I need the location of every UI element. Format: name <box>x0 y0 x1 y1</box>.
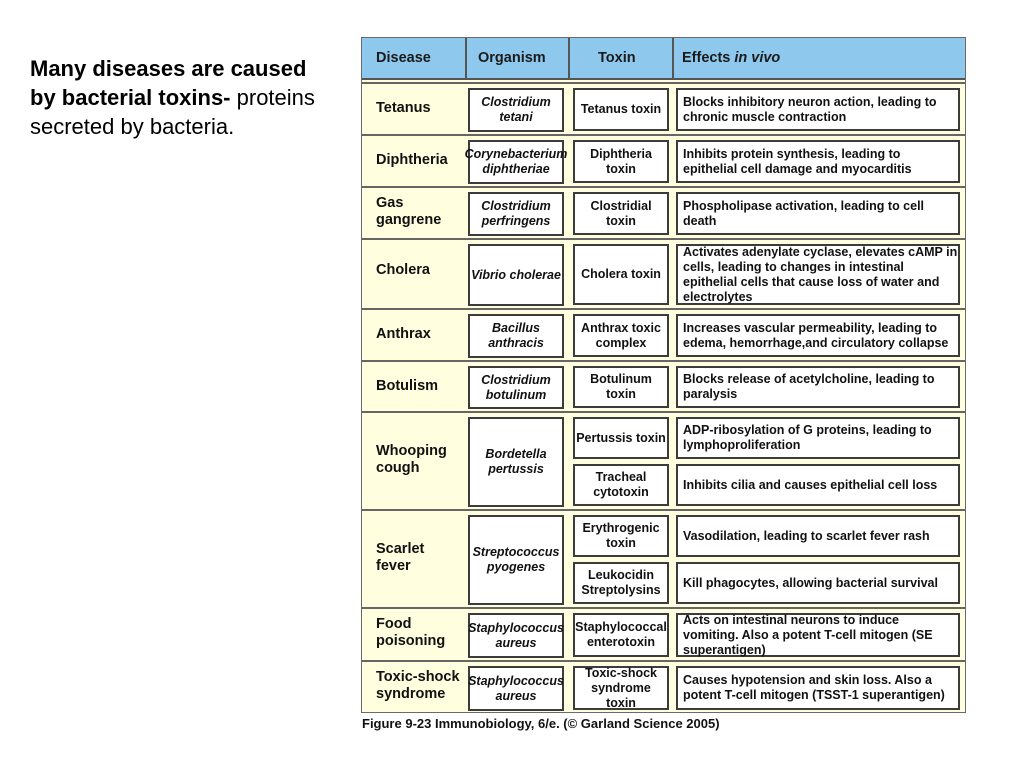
organism-cell: Bordetella pertussis <box>468 417 564 507</box>
header-effects-italic: in vivo <box>734 50 781 66</box>
disease-name: Cholera <box>376 262 430 278</box>
toxin-cell: Botulinum toxin <box>573 366 669 408</box>
table-row <box>362 607 965 660</box>
organism-cell: Staphylococcus aureus <box>468 666 564 711</box>
disease-name: Tetanus <box>376 100 431 116</box>
effect-cell: Inhibits cilia and causes epithelial cell loss <box>676 464 960 506</box>
organism-cell: Staphylococcus aureus <box>468 613 564 658</box>
toxin-cell: Diphtheria toxin <box>573 140 669 183</box>
effect-cell: Blocks inhibitory neuron action, leading to chronic muscle contraction <box>676 88 960 131</box>
disease-name: Food poisoning <box>376 616 446 649</box>
header-divider <box>672 38 674 78</box>
disease-name: Botulism <box>376 378 439 394</box>
table-header <box>362 38 965 80</box>
toxin-cell: Clostridial toxin <box>573 192 669 235</box>
table-row <box>362 411 965 509</box>
table-row <box>362 509 965 607</box>
disease-name: Toxic-shock syndrome <box>376 669 460 702</box>
header-disease: Disease <box>376 50 431 66</box>
effect-cell: Blocks release of acetylcholine, leading to paralysis <box>676 366 960 408</box>
effect-cell: Inhibits protein synthesis, leading to epithelial cell damage and myocarditis <box>676 140 960 183</box>
toxin-cell: Erythrogenic toxin <box>573 515 669 557</box>
organism-cell: Clostridium tetani <box>468 88 564 132</box>
header-divider <box>568 38 570 78</box>
table-row <box>362 82 965 134</box>
organism-cell: Clostridium perfringens <box>468 192 564 236</box>
toxin-cell: Toxic-shock syndrome toxin <box>573 666 669 710</box>
table-row <box>362 238 965 308</box>
toxin-cell: Staphylococcal enterotoxin <box>573 613 669 657</box>
disease-name: Diphtheria <box>376 152 448 168</box>
table-row <box>362 660 965 713</box>
figure-caption: Figure 9-23 Immunobiology, 6/e. (© Garland Science 2005) <box>362 716 720 731</box>
effect-cell: ADP-ribosylation of G proteins, leading to lymphoproliferation <box>676 417 960 459</box>
toxin-cell: Pertussis toxin <box>573 417 669 459</box>
organism-cell: Vibrio cholerae <box>468 244 564 306</box>
toxin-cell: Cholera toxin <box>573 244 669 305</box>
organism-cell: Corynebacterium diphtheriae <box>468 140 564 184</box>
effect-cell: Kill phagocytes, allowing bacterial survival <box>676 562 960 604</box>
header-effects-label: Effects <box>682 50 731 66</box>
effect-cell: Vasodilation, leading to scarlet fever rash <box>676 515 960 557</box>
slide-text-normal: proteins secreted by bacteria. <box>30 85 315 139</box>
organism-cell: Streptococcus pyogenes <box>468 515 564 605</box>
toxin-cell: Tracheal cytotoxin <box>573 464 669 506</box>
header-toxin: Toxin <box>598 50 636 66</box>
organism-cell: Clostridium botulinum <box>468 366 564 409</box>
disease-name: Scarlet fever <box>376 541 425 574</box>
toxin-cell: Anthrax toxic complex <box>573 314 669 357</box>
toxin-table <box>361 37 966 713</box>
effect-cell: Acts on intestinal neurons to induce vomiting. Also a potent T-cell mitogen (SE superantigen) <box>676 613 960 657</box>
toxin-cell: Tetanus toxin <box>573 88 669 131</box>
toxin-cell: Leukocidin Streptolysins <box>573 562 669 604</box>
header-divider <box>465 38 467 78</box>
effect-cell: Activates adenylate cyclase, elevates cAMP in cells, leading to changes in intestinal epithelial cells that cause loss of water and electrolytes <box>676 244 960 305</box>
effect-cell: Causes hypotension and skin loss. Also a potent T-cell mitogen (TSST-1 superantigen) <box>676 666 960 710</box>
header-organism: Organism <box>478 50 546 66</box>
disease-name: Whooping cough <box>376 443 447 476</box>
disease-name: Gas gangrene <box>376 195 442 228</box>
effect-cell: Phospholipase activation, leading to cell death <box>676 192 960 235</box>
slide-text <box>30 54 330 141</box>
header-effects <box>682 38 780 78</box>
slide-text-bold: Many diseases are caused by bacterial toxins- <box>30 56 307 110</box>
effect-cell: Increases vascular permeability, leading to edema, hemorrhage,and circulatory collapse <box>676 314 960 357</box>
table-row <box>362 360 965 411</box>
table-row <box>362 186 965 238</box>
organism-cell: Bacillus anthracis <box>468 314 564 358</box>
table-row <box>362 308 965 360</box>
table-row <box>362 134 965 186</box>
disease-name: Anthrax <box>376 326 431 342</box>
